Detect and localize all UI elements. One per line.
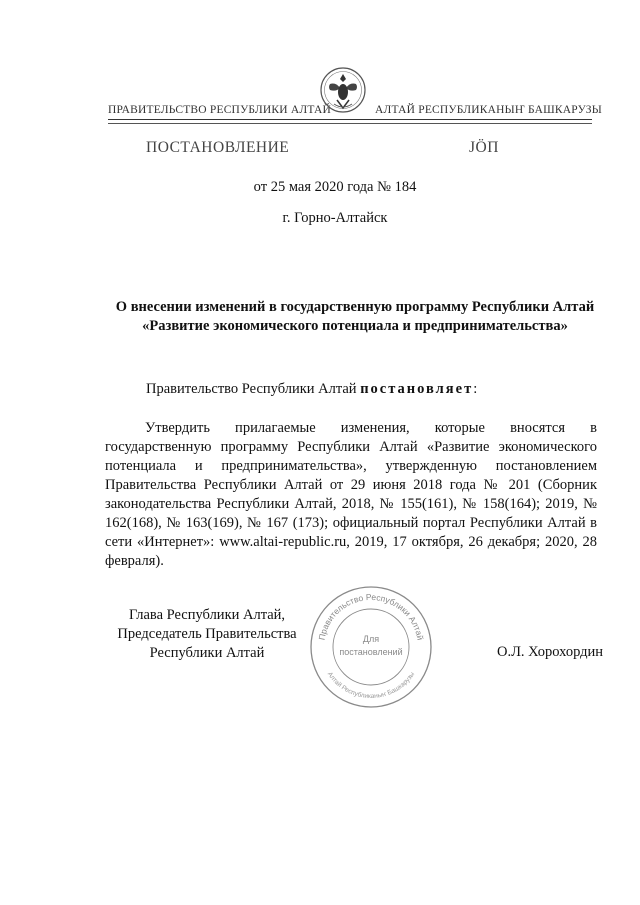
city-line: г. Горно-Алтайск xyxy=(282,210,388,226)
preamble xyxy=(146,381,477,398)
header-right-org: АЛТАЙ РЕСПУБЛИКАНЫҤ БАШКАРУЗЫ xyxy=(375,104,602,116)
signature-line-2: Председатель Правительства xyxy=(117,626,297,642)
signatory-name: О.Л. Хорохордин xyxy=(497,644,604,660)
stamp-outer-top: Правительство Республики Алтай xyxy=(316,591,426,641)
signature-line-1: Глава Республики Алтай, xyxy=(128,607,286,623)
header-left-org: ПРАВИТЕЛЬСТВО РЕСПУБЛИКИ АЛТАЙ xyxy=(108,104,332,116)
doc-type-alt: ЈӦП xyxy=(469,139,499,156)
header-rule-thin xyxy=(108,123,592,124)
stamp-inner-line-2: постановлений xyxy=(339,647,403,657)
signature-line-3: Республики Алтай xyxy=(149,645,265,661)
body-paragraph: Утвердить прилагаемые изменения, которые вносятся в государственную программу Республики Алтай «Развитие экономического потенциала и предпринимательства», утвержденную постановлением Правительства Республики Алтай от 29 июня 2018 года № 201 (Сборник законодательства Республики Алтай, 2018, № 155(161), № 158(164); 2019, № 162(168), № 163(169), № 167 (173); официальный портал Республики Алтай в сети «Интернет»: www.altai-republic.ru, 2019, 17 октября, 26 декабря; 2020, 28 февраля). xyxy=(105,420,597,569)
document-title: О внесении изменений в государственную программу Республики Алтай «Развитие экономического потенциала и предпринимательства» xyxy=(115,299,595,334)
official-stamp xyxy=(306,582,436,712)
preamble-colon: : xyxy=(473,381,478,397)
preamble-decision: постановляет xyxy=(360,381,474,397)
date-line: от 25 мая 2020 года № 184 xyxy=(253,179,417,195)
header-rule-thick xyxy=(108,119,592,120)
doc-type-ru: ПОСТАНОВЛЕНИЕ xyxy=(146,139,290,156)
stamp-outer-bottom: Алтай Республиканыҥ Башкарузы xyxy=(325,670,417,701)
signature-position xyxy=(107,606,307,663)
preamble-text: Правительство Республики Алтай xyxy=(146,381,357,397)
stamp-inner-line-1: Для xyxy=(362,634,380,644)
altai-coat-of-arms-icon xyxy=(318,64,368,120)
